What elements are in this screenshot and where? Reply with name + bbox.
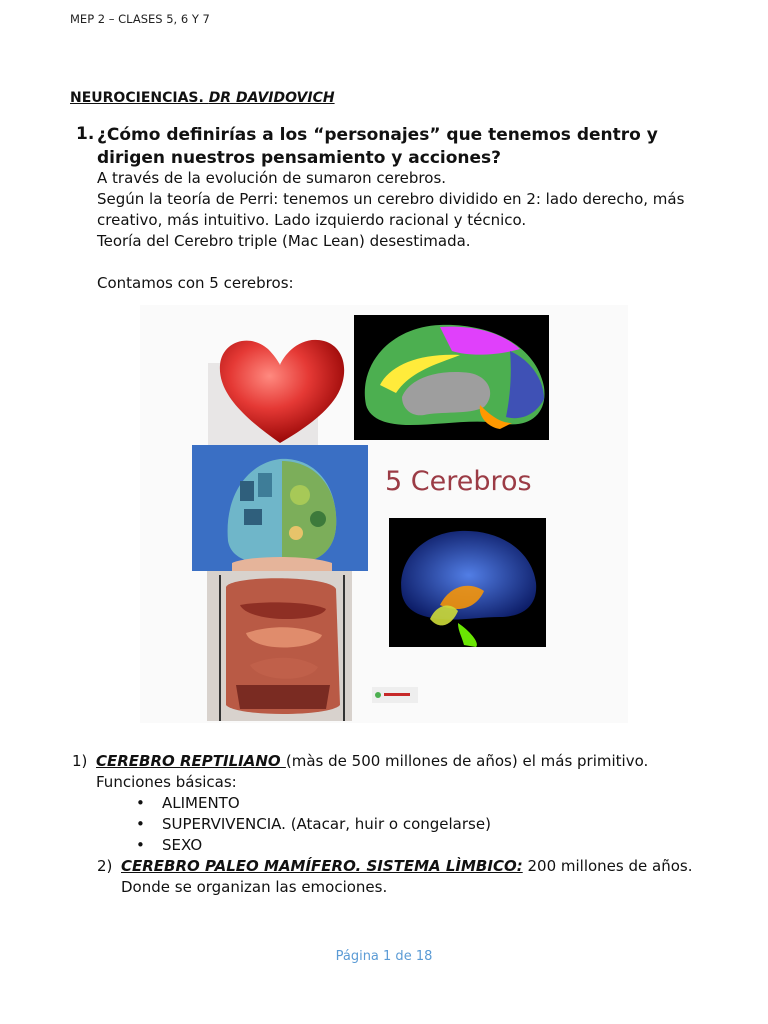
five-brains-figure <box>140 305 628 723</box>
section-title-plain: NEUROCIENCIAS. <box>70 90 209 106</box>
paragraph-perri: Según la teoría de Perri: tenemos un cerebro dividido en 2: lado derecho, más creativo, más intuitivo. Lado izquierdo racional y técnico. <box>97 190 685 229</box>
list-number: 2) <box>97 857 113 875</box>
list-number: 1) <box>72 752 88 770</box>
list-item-limbic <box>97 856 692 898</box>
reptilian-functions-label: Funciones básicas: <box>96 773 237 791</box>
limbic-rest: 200 millones de años. <box>522 857 693 875</box>
paragraph-mac-lean: Teoría del Cerebro triple (Mac Lean) desestimada. <box>97 232 471 250</box>
reptilian-rest: (màs de 500 millones de años) el más primitivo. <box>285 752 649 770</box>
paragraph-five-brains: Contamos con 5 cerebros: <box>97 274 294 292</box>
reptilian-title: CEREBRO REPTILIANO <box>96 752 286 770</box>
limbic-title: CEREBRO PALEO MAMÍFERO. SISTEMA LÌMBICO: <box>121 857 523 875</box>
paragraph-evolution: A través de la evolución de sumaron cerebros. <box>97 169 447 187</box>
bullet-item: • SUPERVIVENCIA. (Atacar, huir o congelarse) <box>136 815 491 833</box>
question-number: 1. <box>76 124 95 144</box>
bullet-item: • SEXO <box>136 836 203 854</box>
section-title <box>70 90 335 106</box>
limbic-description: Donde se organizan las emociones. <box>121 878 388 896</box>
question-text: ¿Cómo definirías a los “personajes” que tenemos dentro y dirigen nuestros pensamiento y acciones? <box>97 125 658 168</box>
page-footer: Página 1 de 18 <box>335 949 433 964</box>
reptilian-bullets <box>136 793 491 856</box>
page-header: MEP 2 – CLASES 5, 6 Y 7 <box>70 12 210 26</box>
list-item-reptilian <box>72 751 648 793</box>
section-title-italic: DR DAVIDOVICH <box>208 90 335 106</box>
bullet-item: • ALIMENTO <box>136 794 240 812</box>
collage-illustration <box>140 305 628 723</box>
figure-caption: 5 Cerebros <box>385 466 532 497</box>
